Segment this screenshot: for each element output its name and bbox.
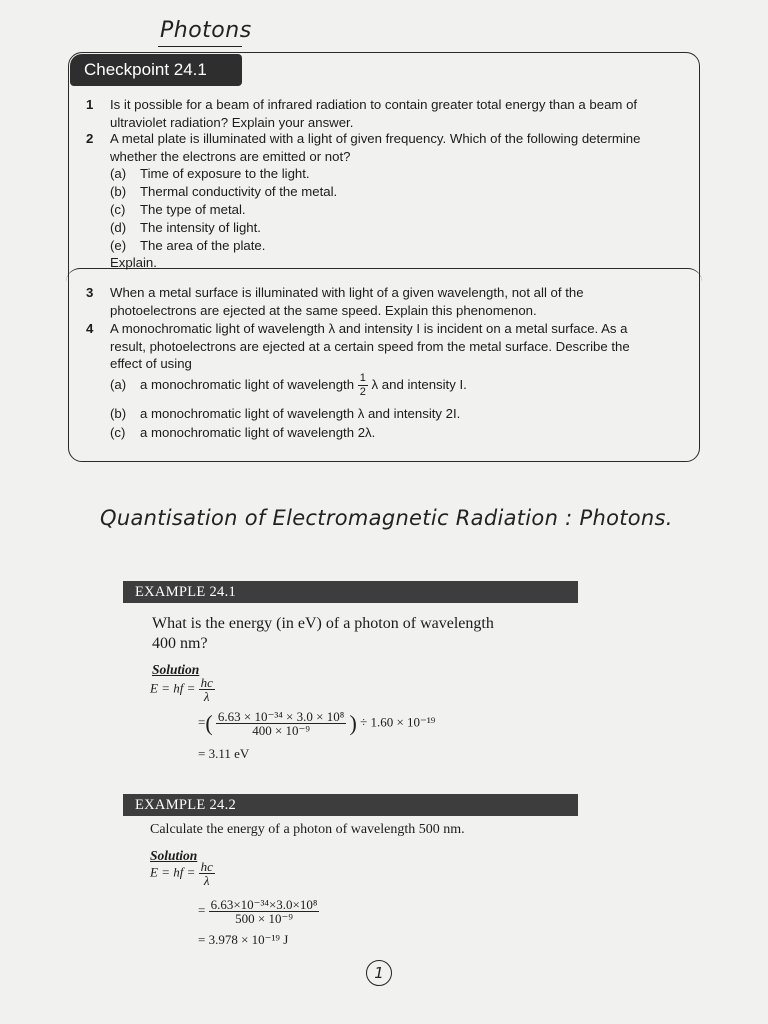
question-text: photoelectrons are ejected at the same speed. Explain this phenomenon. bbox=[110, 302, 537, 318]
question-text: ultraviolet radiation? Explain your answer. bbox=[110, 114, 354, 130]
question-text: When a metal surface is illuminated with light of a given wavelength, not all of the bbox=[110, 285, 584, 300]
page-number: 1 bbox=[366, 960, 392, 986]
option-item: (c) The type of metal. bbox=[110, 202, 246, 217]
equation-line: E = hf = $\frac{hc}{\lambda}$ bbox=[150, 675, 213, 704]
result-line: = 3.978 × 10⁻¹⁹ J bbox=[198, 932, 289, 947]
result-line: = 3.11 eV bbox=[198, 746, 250, 761]
handwritten-title: Photons bbox=[160, 18, 252, 43]
question-text: result, photoelectrons are ejected at a certain speed from the metal surface. Describe the bbox=[110, 338, 630, 354]
example-header: EXAMPLE 24.1 bbox=[123, 581, 578, 603]
option-item: (c) a monochromatic light of wavelength 2λ. bbox=[110, 425, 376, 440]
handwritten-heading: Quantisation of Electromagnetic Radiation : Photons. bbox=[100, 506, 673, 530]
example-question: Calculate the energy of a photon of wavelength 500 nm. bbox=[150, 822, 465, 837]
option-item: (d) The intensity of light. bbox=[110, 220, 261, 235]
question-closing: Explain. bbox=[110, 255, 157, 270]
question-number: 3 bbox=[86, 285, 94, 300]
question-number: 1 bbox=[86, 97, 94, 112]
example-question: What is the energy (in eV) of a photon of wavelength 400 nm? bbox=[152, 615, 494, 652]
checkpoint-title: Checkpoint 24.1 bbox=[70, 54, 242, 86]
solution-label: Solution bbox=[152, 662, 200, 677]
question-text: Is it possible for a beam of infrared radiation to contain greater total energy than a beam of bbox=[110, 97, 638, 112]
equation-line: = $\frac{\text{6.63×10⁻³⁴×3.0×10⁸}}{\text{500 × 10⁻⁹}}$ bbox=[198, 897, 318, 926]
equation-line: =( $\frac{\text{6.63 × 10⁻³⁴ × 3.0 × 10⁸}}{\text{400 × 10⁻⁹}}$ ) ÷ 1.60 × 10⁻¹⁹ bbox=[198, 709, 436, 738]
solution-label: Solution bbox=[150, 848, 198, 863]
option-item: (a) a monochromatic light of wavelength $\frac{1}{2}$ λ and intensity I. bbox=[110, 372, 467, 398]
option-item: (b) a monochromatic light of wavelength λ and intensity 2I. bbox=[110, 406, 461, 421]
question-text: effect of using bbox=[110, 356, 192, 372]
question-text: A metal plate is illuminated with a light of given frequency. Which of the following determine bbox=[110, 131, 641, 146]
question-text: whether the electrons are emitted or not? bbox=[110, 148, 351, 164]
option-item: (b) Thermal conductivity of the metal. bbox=[110, 184, 338, 199]
example-header: EXAMPLE 24.2 bbox=[123, 794, 578, 816]
option-item: (a) Time of exposure to the light. bbox=[110, 166, 310, 181]
question-number: 4 bbox=[86, 321, 94, 336]
equation-line: E = hf = $\frac{hc}{\lambda}$ bbox=[150, 859, 213, 888]
question-number: 2 bbox=[86, 131, 94, 146]
option-item: (e) The area of the plate. bbox=[110, 238, 266, 253]
checkpoint-divider bbox=[66, 268, 702, 283]
title-underline bbox=[158, 46, 242, 47]
question-text: A monochromatic light of wavelength λ and intensity I is incident on a metal surface. As a bbox=[110, 321, 628, 336]
